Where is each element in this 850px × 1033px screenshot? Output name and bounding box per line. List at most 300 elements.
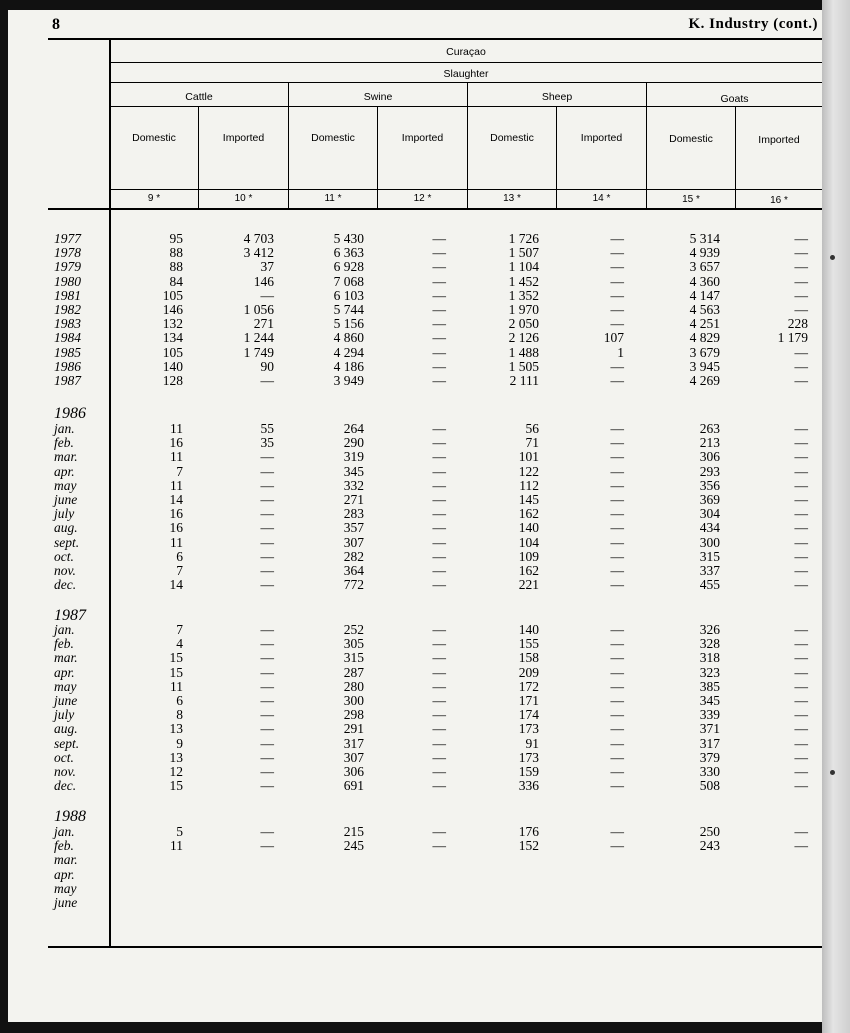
table-cell: 5 744 <box>333 302 364 317</box>
row-label: 1987 <box>54 373 81 388</box>
subhead-domestic: Domestic <box>311 132 355 144</box>
row-label: july <box>54 506 75 522</box>
row-label: aug. <box>54 721 78 737</box>
table-cell: — <box>610 563 624 578</box>
table-cell: — <box>432 302 446 317</box>
row-label: 1978 <box>54 245 81 261</box>
table-cell: — <box>610 764 624 779</box>
table-cell: 4 <box>176 636 183 652</box>
table-cell: — <box>260 449 274 465</box>
table-cell: 271 <box>343 492 364 507</box>
table-cell: 7 <box>176 563 183 578</box>
table-cell: — <box>794 259 808 275</box>
table-cell: — <box>610 287 624 303</box>
year-heading: 1988 <box>54 808 86 825</box>
table-cell: 11 <box>170 421 183 436</box>
column-number: 15 * <box>682 194 700 205</box>
table-cell: — <box>610 477 624 493</box>
table-cell: — <box>794 477 808 493</box>
table-cell: 140 <box>162 358 183 374</box>
table-cell: — <box>432 520 446 536</box>
table-cell: 3 412 <box>243 245 274 261</box>
table-cell: 691 <box>343 778 364 794</box>
table-cell: — <box>610 577 624 593</box>
table-cell: 328 <box>699 636 720 652</box>
table-cell: 145 <box>518 492 539 507</box>
table-cell: — <box>260 534 274 550</box>
table-cell: — <box>610 778 624 794</box>
row-label: june <box>54 895 78 910</box>
row-label: 1980 <box>54 273 81 289</box>
table-cell: 4 360 <box>689 273 720 289</box>
table-cell: 1 970 <box>508 302 539 317</box>
table-cell: — <box>794 721 808 737</box>
table-cell: — <box>260 764 274 779</box>
table-cell: — <box>260 824 274 839</box>
table-cell: 172 <box>518 678 539 694</box>
table-cell: 280 <box>343 678 364 694</box>
top-rule <box>48 38 822 40</box>
table-cell: — <box>432 259 446 275</box>
table-cell: 305 <box>343 636 364 652</box>
table-cell: 264 <box>343 421 364 436</box>
table-cell: — <box>794 435 808 451</box>
table-cell: — <box>432 231 446 246</box>
page-edge <box>822 0 850 1033</box>
table-cell: 13 <box>169 721 183 737</box>
table-cell: 105 <box>162 344 183 360</box>
column-number: 13 * <box>503 193 521 204</box>
table-cell: — <box>260 492 274 507</box>
table-cell: 319 <box>343 449 364 465</box>
table-cell: — <box>260 636 274 652</box>
table-cell: 105 <box>162 287 183 303</box>
table-cell: 336 <box>518 778 539 794</box>
table-cell: 71 <box>525 435 539 451</box>
table-cell: 1 507 <box>508 245 539 261</box>
row-label: 1977 <box>54 231 81 246</box>
table-cell: — <box>794 577 808 593</box>
table-cell: 132 <box>162 316 183 332</box>
table-cell: 146 <box>162 302 183 317</box>
table-cell: 152 <box>518 838 539 854</box>
divider <box>735 106 736 209</box>
table-cell: 112 <box>519 477 539 493</box>
table-cell: 176 <box>518 824 539 839</box>
table-cell: — <box>610 358 624 374</box>
table-cell: 221 <box>518 577 539 593</box>
table-cell: 173 <box>518 749 539 765</box>
table-cell: 2 050 <box>508 316 539 332</box>
table-cell: — <box>794 302 808 317</box>
table-cell: 14 <box>169 577 183 593</box>
table-cell: 1 726 <box>508 231 539 246</box>
document-page <box>8 10 822 1022</box>
table-cell: — <box>610 548 624 564</box>
table-cell: — <box>794 245 808 261</box>
table-cell: — <box>794 231 808 246</box>
table-cell: 11 <box>170 449 183 465</box>
table-cell: — <box>260 463 274 479</box>
table-cell: 434 <box>699 520 720 536</box>
table-cell: — <box>432 678 446 694</box>
row-label: 1981 <box>54 287 81 303</box>
table-cell: 369 <box>699 492 720 507</box>
table-cell: 8 <box>176 707 183 723</box>
table-cell: 215 <box>343 824 364 839</box>
table-cell: 332 <box>343 477 364 493</box>
table-cell: 56 <box>525 421 539 436</box>
table-cell: — <box>260 548 274 564</box>
row-label: feb. <box>54 838 74 854</box>
table-cell: — <box>794 764 808 779</box>
row-label: 1986 <box>54 358 81 374</box>
table-cell: — <box>432 287 446 303</box>
table-cell: — <box>794 534 808 550</box>
table-cell: 209 <box>518 664 539 680</box>
table-cell: 263 <box>699 421 720 436</box>
table-cell: — <box>260 520 274 536</box>
row-label: may <box>54 477 77 493</box>
table-cell: 3 949 <box>333 373 364 388</box>
table-cell: 315 <box>343 650 364 666</box>
section-title: K. Industry (cont.) <box>688 16 818 32</box>
table-cell: — <box>432 330 446 346</box>
table-cell: — <box>610 302 624 317</box>
table-cell: — <box>260 664 274 680</box>
table-cell: — <box>432 463 446 479</box>
table-cell: 357 <box>343 520 364 536</box>
table-cell: 300 <box>343 693 364 708</box>
table-cell: 6 363 <box>333 245 364 261</box>
table-cell: — <box>260 563 274 578</box>
table-cell: 385 <box>699 678 720 694</box>
table-cell: 146 <box>253 273 274 289</box>
table-cell: — <box>794 548 808 564</box>
table-cell: 173 <box>518 721 539 737</box>
binding-hole <box>830 770 835 775</box>
table-cell: — <box>432 622 446 637</box>
table-cell: — <box>432 824 446 839</box>
table-cell: 15 <box>169 650 183 666</box>
table-cell: — <box>432 764 446 779</box>
table-cell: 2 111 <box>509 373 539 388</box>
row-label: 1985 <box>54 344 81 360</box>
table-cell: — <box>432 358 446 374</box>
subhead-domestic: Domestic <box>490 132 534 144</box>
table-cell: 11 <box>170 678 183 694</box>
table-cell: 1 452 <box>508 273 539 289</box>
table-cell: 772 <box>343 577 364 593</box>
table-cell: 16 <box>169 435 183 451</box>
table-cell: 6 <box>176 548 183 564</box>
row-label: jan. <box>54 421 75 436</box>
row-label: june <box>54 693 78 708</box>
table-cell: — <box>794 344 808 360</box>
table-cell: — <box>794 463 808 479</box>
table-cell: 4 939 <box>689 245 720 261</box>
row-label: sept. <box>54 735 80 751</box>
table-cell: — <box>260 749 274 765</box>
binding-hole <box>830 255 835 260</box>
table-cell: — <box>610 721 624 737</box>
table-cell: 174 <box>518 707 539 723</box>
table-cell: — <box>260 287 274 303</box>
table-cell: 4 860 <box>333 330 364 346</box>
table-cell: — <box>794 520 808 536</box>
table-cell: — <box>610 664 624 680</box>
table-cell: 1 352 <box>508 287 539 303</box>
table-cell: — <box>610 245 624 261</box>
table-cell: 371 <box>699 721 720 737</box>
rule-region <box>110 62 822 63</box>
table-cell: — <box>794 636 808 652</box>
table-cell: 298 <box>343 707 364 723</box>
table-cell: — <box>432 373 446 388</box>
table-cell: 317 <box>343 735 364 751</box>
table-cell: 4 294 <box>333 344 364 360</box>
table-cell: — <box>794 506 808 522</box>
animal-header-cattle: Cattle <box>185 91 213 103</box>
table-cell: — <box>260 707 274 723</box>
table-cell: — <box>794 838 808 854</box>
table-cell: 345 <box>699 693 720 708</box>
table-cell: 13 <box>169 749 183 765</box>
table-cell: — <box>610 707 624 723</box>
table-cell: 213 <box>699 435 720 451</box>
table-cell: — <box>794 273 808 289</box>
table-cell: 107 <box>603 330 624 346</box>
table-cell: — <box>610 435 624 451</box>
table-cell: — <box>610 506 624 522</box>
row-label: nov. <box>54 764 76 779</box>
table-cell: 1 <box>617 344 624 360</box>
table-cell: 109 <box>518 548 539 564</box>
table-cell: 291 <box>343 721 364 737</box>
table-cell: — <box>610 259 624 275</box>
table-cell: — <box>794 373 808 388</box>
table-cell: 1 056 <box>243 302 274 317</box>
table-cell: — <box>610 421 624 436</box>
table-cell: — <box>432 534 446 550</box>
column-number: 12 * <box>413 193 432 204</box>
table-cell: — <box>610 636 624 652</box>
table-cell: 140 <box>518 622 539 637</box>
table-cell: 6 103 <box>333 287 364 303</box>
table-cell: 364 <box>343 563 364 578</box>
row-label: apr. <box>54 866 75 882</box>
table-cell: — <box>610 650 624 666</box>
table-cell: — <box>610 693 624 708</box>
table-cell: 306 <box>699 449 720 465</box>
year-heading: 1986 <box>54 405 86 422</box>
table-cell: 90 <box>260 358 274 374</box>
table-cell: 4 829 <box>689 330 720 346</box>
table-cell: — <box>432 664 446 680</box>
table-cell: 155 <box>518 636 539 652</box>
table-cell: 16 <box>169 520 183 536</box>
page-number: 8 <box>52 16 60 33</box>
table-cell: 2 126 <box>508 330 539 346</box>
table-cell: 7 068 <box>333 273 364 289</box>
table-cell: 337 <box>699 563 720 578</box>
subhead-imported: Imported <box>401 132 444 144</box>
table-cell: — <box>432 636 446 652</box>
table-cell: 4 251 <box>689 316 720 332</box>
row-label: may <box>54 678 77 694</box>
table-cell: 508 <box>699 778 720 794</box>
table-cell: — <box>610 520 624 536</box>
row-label: dec. <box>54 577 77 593</box>
table-cell: 158 <box>518 650 539 666</box>
row-label: june <box>54 492 78 507</box>
table-cell: 317 <box>699 735 720 751</box>
table-cell: 4 269 <box>689 373 720 388</box>
table-cell: — <box>432 548 446 564</box>
column-number: 16 * <box>770 195 788 206</box>
table-cell: — <box>794 563 808 578</box>
table-cell: 6 928 <box>333 259 364 275</box>
table-cell: 290 <box>343 435 364 451</box>
row-label: 1983 <box>54 316 81 332</box>
table-cell: 4 147 <box>689 287 720 303</box>
table-cell: 1 505 <box>508 358 539 374</box>
table-cell: — <box>610 749 624 765</box>
table-cell: — <box>610 449 624 465</box>
table-cell: 104 <box>518 534 539 550</box>
table-cell: 1 749 <box>243 344 274 360</box>
table-cell: 345 <box>343 463 364 479</box>
table-cell: 5 156 <box>333 316 364 332</box>
animal-header-goats: Goats <box>720 93 749 105</box>
table-cell: — <box>610 735 624 751</box>
bottom-rule <box>48 946 822 948</box>
table-cell: — <box>260 721 274 737</box>
table-cell: — <box>432 449 446 465</box>
table-cell: — <box>432 273 446 289</box>
table-cell: 318 <box>699 650 720 666</box>
table-cell: 9 <box>176 735 183 751</box>
table-cell: — <box>794 358 808 374</box>
table-cell: — <box>794 622 808 637</box>
table-cell: — <box>794 287 808 303</box>
row-label: feb. <box>54 435 74 451</box>
row-label: july <box>54 707 75 723</box>
table-cell: 122 <box>518 463 539 479</box>
row-label: aug. <box>54 520 78 536</box>
column-number: 14 * <box>592 193 611 204</box>
row-label: oct. <box>54 548 74 564</box>
table-cell: — <box>610 534 624 550</box>
table-cell: — <box>610 678 624 694</box>
header-bottom-rule <box>48 208 822 210</box>
table-cell: 11 <box>170 838 183 854</box>
table-cell: — <box>432 778 446 794</box>
row-label: jan. <box>54 824 75 839</box>
table-cell: — <box>610 373 624 388</box>
table-cell: 282 <box>343 548 364 564</box>
table-cell: 3 657 <box>689 259 720 275</box>
row-label: nov. <box>54 563 76 578</box>
table-cell: 293 <box>699 463 720 479</box>
table-cell: 171 <box>518 693 539 708</box>
row-label: 1982 <box>54 302 81 317</box>
table-cell: 300 <box>699 534 720 550</box>
table-cell: — <box>794 678 808 694</box>
table-cell: 140 <box>518 520 539 536</box>
table-cell: 91 <box>525 735 539 751</box>
table-cell: — <box>432 435 446 451</box>
table-cell: 7 <box>176 463 183 479</box>
table-cell: 95 <box>169 231 183 246</box>
row-label: mar. <box>54 650 78 666</box>
subhead-domestic: Domestic <box>669 133 713 145</box>
table-cell: 379 <box>699 749 720 765</box>
table-cell: — <box>794 735 808 751</box>
row-label: mar. <box>54 852 78 868</box>
table-cell: — <box>432 477 446 493</box>
table-cell: 4 563 <box>689 302 720 317</box>
table-cell: — <box>432 838 446 854</box>
table-cell: — <box>260 373 274 388</box>
table-cell: — <box>432 563 446 578</box>
table-cell: 1 179 <box>777 330 808 346</box>
table-cell: — <box>260 622 274 637</box>
table-cell: 323 <box>699 664 720 680</box>
table-cell: 306 <box>343 764 364 779</box>
table-cell: 16 <box>169 506 183 522</box>
table-cell: — <box>432 749 446 765</box>
table-cell: — <box>432 316 446 332</box>
table-cell: — <box>794 650 808 666</box>
table-cell: 455 <box>699 577 720 593</box>
table-cell: — <box>610 824 624 839</box>
table-cell: — <box>260 506 274 522</box>
table-cell: — <box>610 463 624 479</box>
table-cell: — <box>432 577 446 593</box>
table-cell: 243 <box>699 838 720 854</box>
table-cell: 1 104 <box>508 259 539 275</box>
column-number: 9 * <box>147 193 161 204</box>
table-cell: 245 <box>343 838 364 854</box>
table-cell: — <box>610 316 624 332</box>
year-heading: 1987 <box>54 607 86 624</box>
table-cell: — <box>432 693 446 708</box>
row-label: mar. <box>54 449 78 465</box>
table-cell: 84 <box>169 273 183 289</box>
table-cell: — <box>794 707 808 723</box>
table-cell: — <box>794 778 808 794</box>
table-cell: 159 <box>518 764 539 779</box>
table-cell: 134 <box>162 330 183 346</box>
table-cell: 15 <box>169 664 183 680</box>
row-label: dec. <box>54 778 77 794</box>
table-cell: 307 <box>343 749 364 765</box>
table-cell: — <box>260 838 274 854</box>
table-cell: 11 <box>170 477 183 493</box>
table-cell: — <box>432 721 446 737</box>
row-label: 1984 <box>54 330 81 346</box>
table-cell: 35 <box>260 435 274 451</box>
table-cell: 252 <box>343 622 364 637</box>
table-cell: — <box>260 577 274 593</box>
row-label: apr. <box>54 463 75 479</box>
table-cell: 162 <box>518 506 539 522</box>
table-cell: 315 <box>699 548 720 564</box>
table-cell: 101 <box>518 449 539 465</box>
table-cell: 4 703 <box>243 231 274 246</box>
table-cell: — <box>432 707 446 723</box>
